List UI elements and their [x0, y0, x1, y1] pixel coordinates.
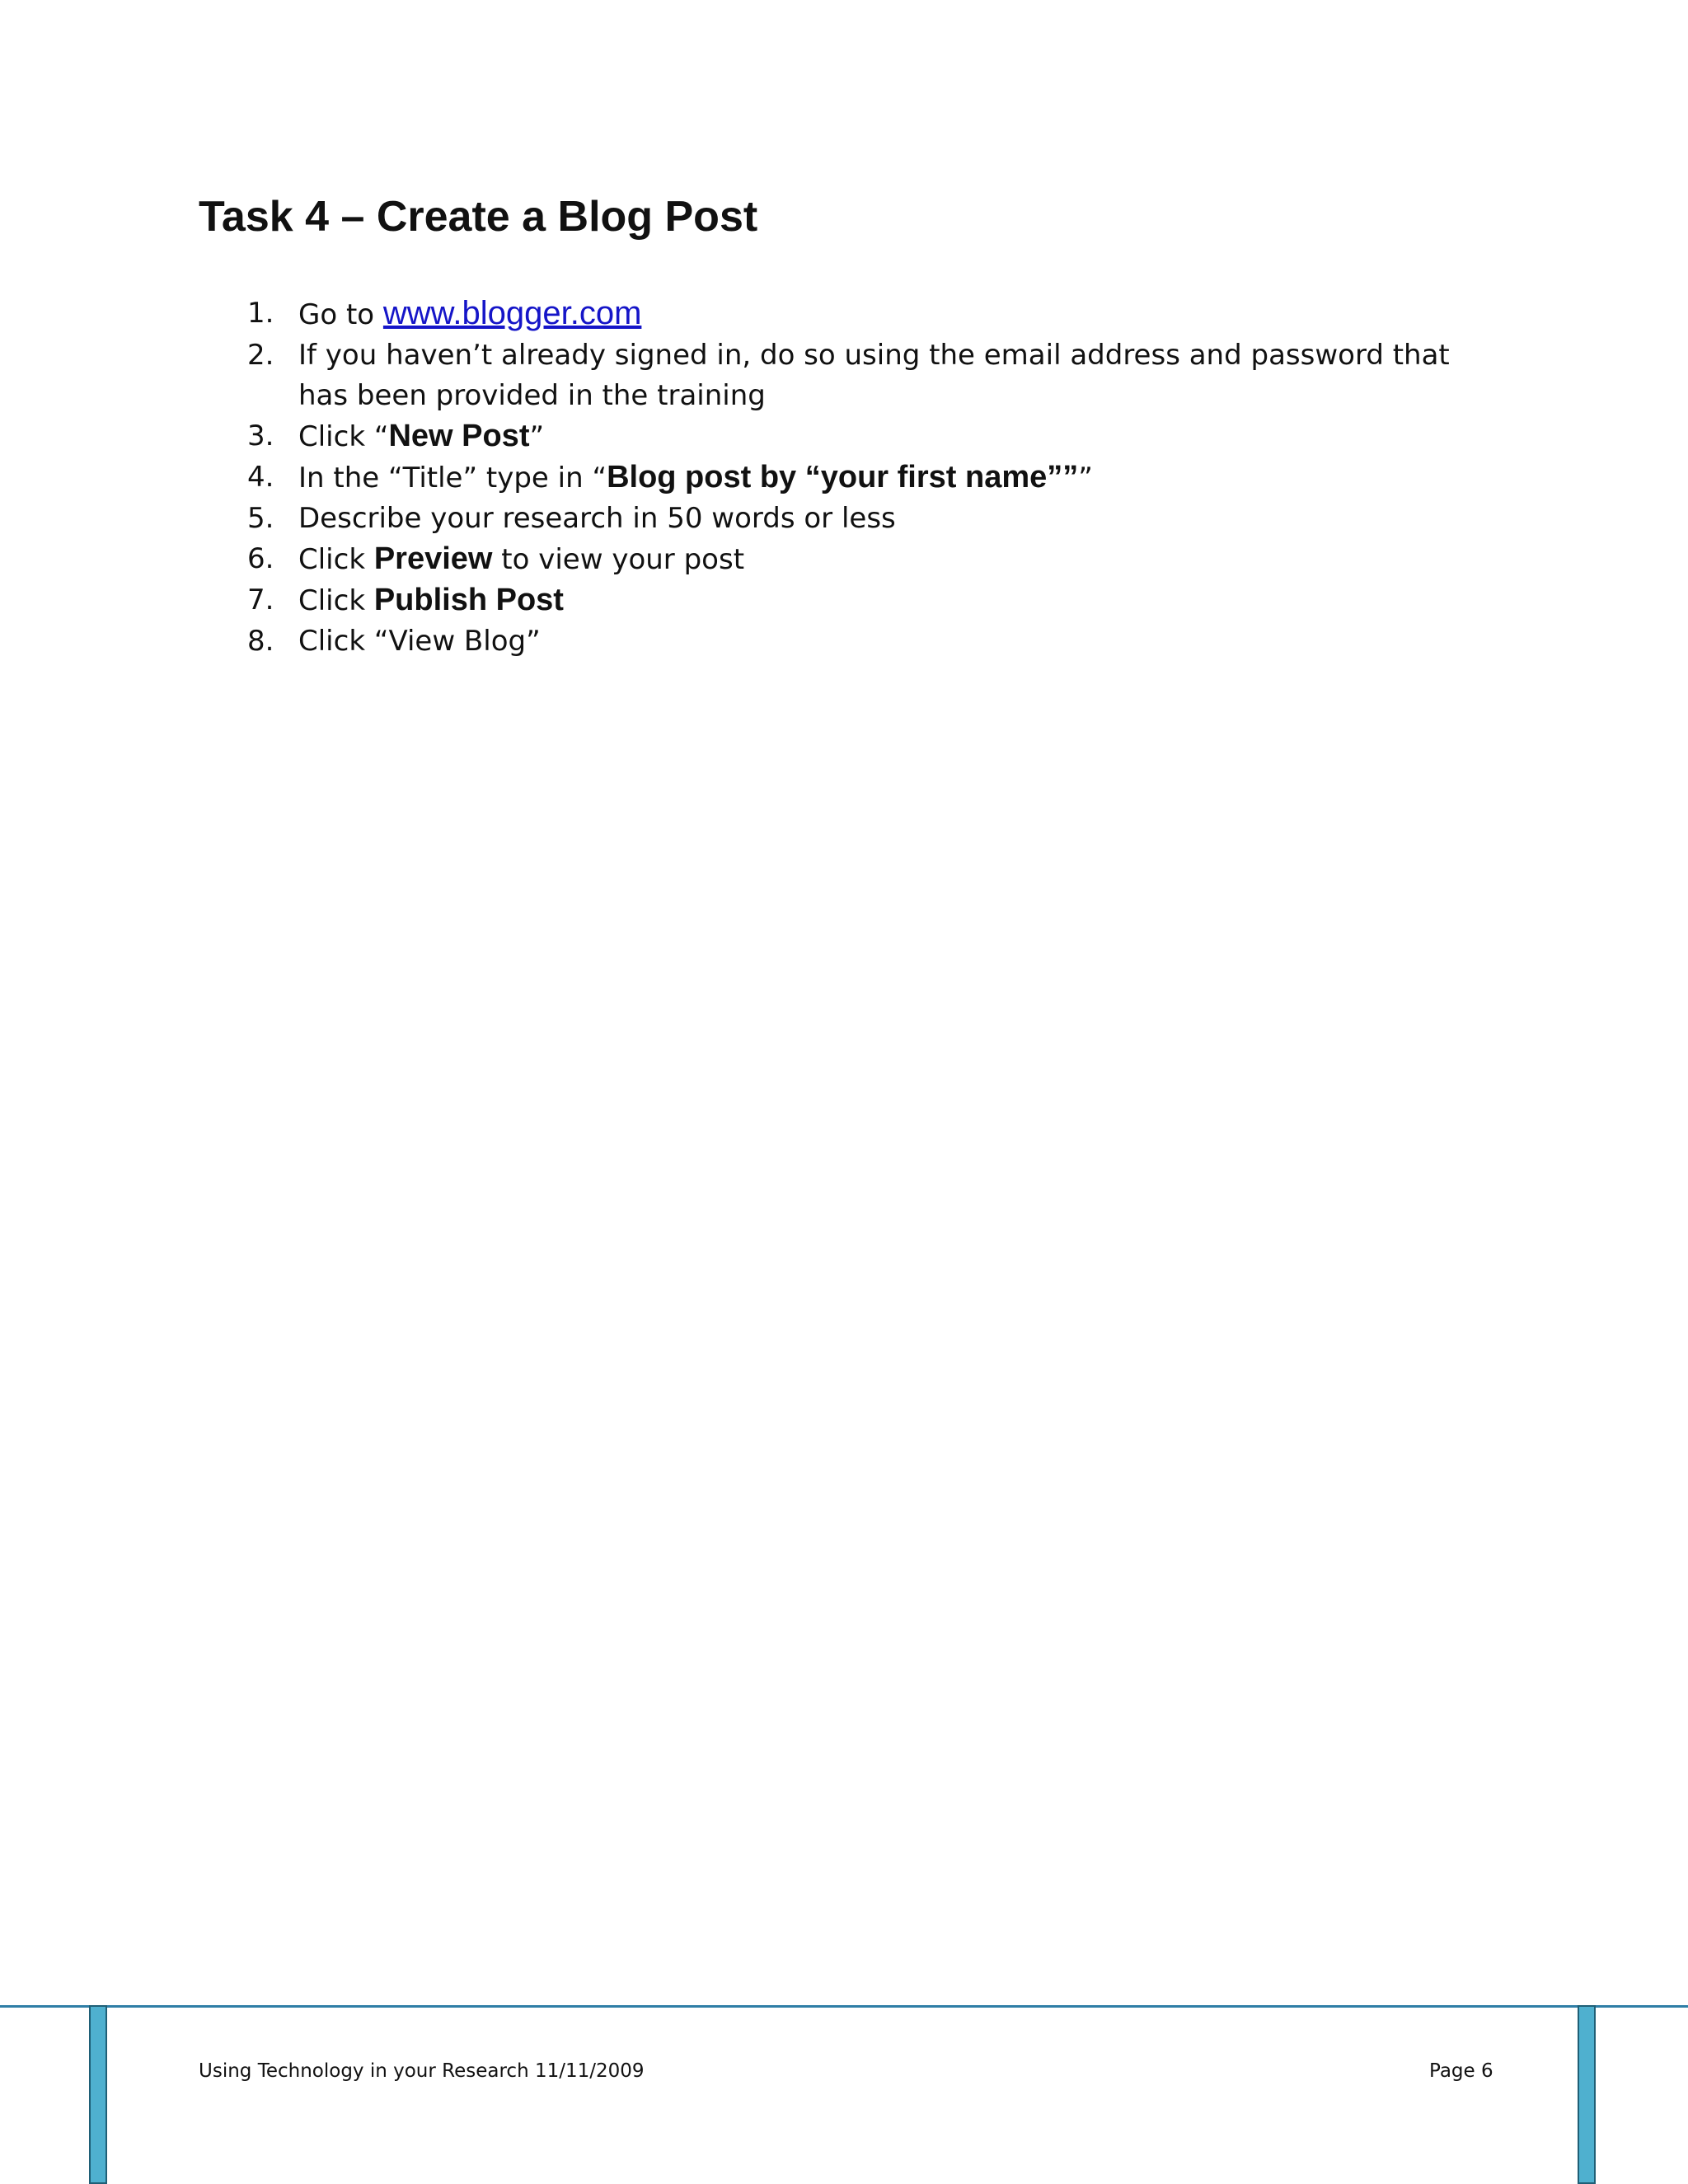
step-suffix: to view your post	[492, 543, 745, 576]
step-suffix: ”	[529, 420, 545, 453]
step-number: 3.	[247, 419, 274, 452]
step-text	[298, 295, 642, 331]
step-number: 4.	[247, 461, 274, 494]
list-item	[247, 539, 1484, 580]
step-number: 5.	[247, 502, 274, 535]
list-item	[247, 335, 1484, 416]
step-text: If you haven’t already signed in, do so using the email address and password that has been provided in the training	[298, 339, 1450, 412]
step-text	[298, 584, 564, 617]
list-item	[247, 499, 1484, 539]
footer-divider	[0, 2005, 1688, 2008]
steps-list	[247, 293, 1484, 662]
step-number: 2.	[247, 339, 274, 372]
step-prefix: Go to	[298, 298, 383, 331]
step-suffix: ”	[1078, 462, 1093, 494]
list-item	[247, 416, 1484, 457]
step-prefix: Click	[298, 584, 374, 617]
footer-title: Using Technology in your Research 11/11/2009	[199, 2060, 645, 2082]
step-bold: Publish Post	[373, 583, 564, 617]
step-text	[298, 543, 744, 576]
step-prefix: In the “Title” type in “	[298, 462, 607, 494]
step-prefix: Click “	[298, 420, 389, 453]
footer-accent-bar-right	[1578, 2005, 1596, 2184]
footer-accent-bar-left	[89, 2005, 107, 2184]
step-number: 6.	[247, 542, 274, 575]
step-number: 1.	[247, 297, 274, 330]
list-item	[247, 621, 1484, 662]
list-item	[247, 580, 1484, 621]
step-text: Click “View Blog”	[298, 625, 541, 658]
step-number: 7.	[247, 583, 274, 616]
list-item	[247, 293, 1484, 335]
blogger-link[interactable]: www.blogger.com	[382, 295, 642, 331]
step-bold: Blog post by “your first name””	[607, 460, 1079, 494]
step-text	[298, 420, 544, 453]
step-number: 8.	[247, 625, 274, 658]
step-bold: Preview	[373, 541, 493, 576]
step-prefix: Click	[298, 543, 374, 576]
step-text: Describe your research in 50 words or less	[298, 502, 896, 535]
page-title: Task 4 – Create a Blog Post	[199, 193, 758, 241]
step-text	[298, 462, 1093, 494]
page-number: Page 6	[1429, 2060, 1493, 2082]
list-item	[247, 457, 1484, 499]
step-bold: New Post	[388, 419, 530, 453]
